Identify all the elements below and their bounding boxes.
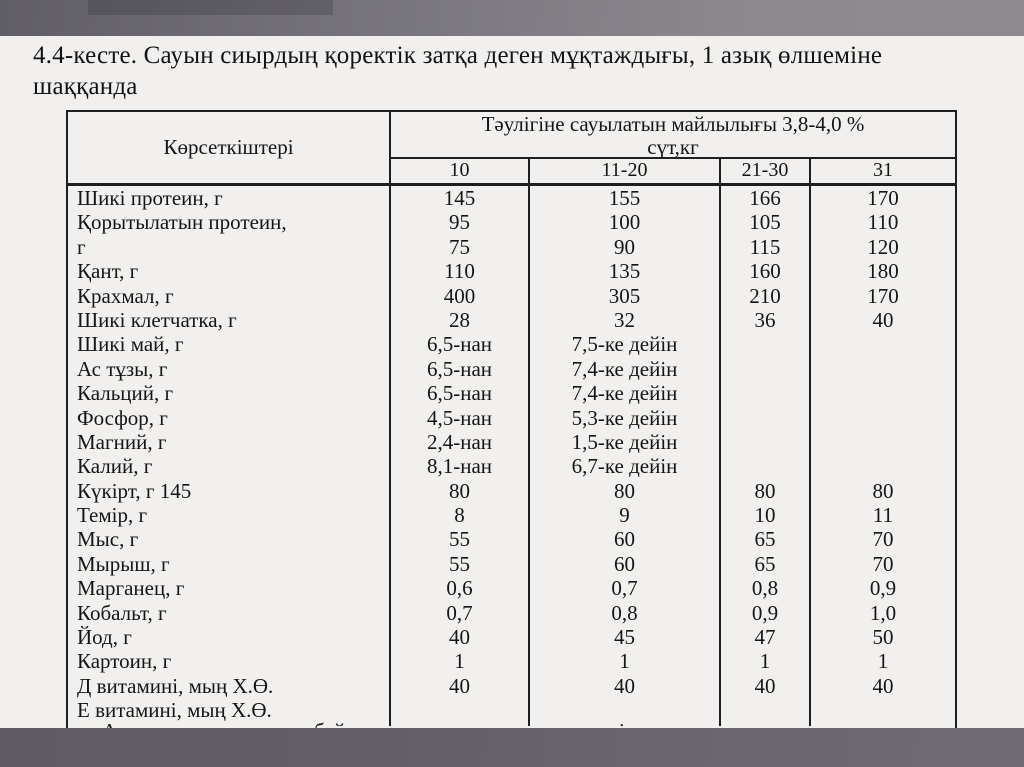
table-cell [391,698,528,722]
table-cell: 8 [454,503,465,528]
table-cell [721,698,809,722]
table-cell: 7,5-ке дейін [571,332,678,357]
table-cell: 11 [872,503,894,528]
table-cell: 7,4-ке дейін [571,356,678,381]
subcol-header-10: 10 [391,159,530,183]
table-cell: 40 [754,673,776,698]
table-cell: 45 [614,625,635,650]
table-cell [811,357,955,381]
table-cell: 36 [754,307,776,332]
table-cell [811,454,955,478]
table-body [68,186,955,726]
table-cell [811,698,955,722]
header-indicator-cell: Көрсеткіштері [68,112,391,183]
table-cell: 40 [449,673,470,698]
table-cell: 8,1-нан [426,454,493,479]
table-cell: 1 [877,649,889,674]
table-cell [811,381,955,405]
table-cell: Шикі протеин, г [77,186,223,210]
table-cell: 47 [754,625,776,650]
table-cell: 50 [872,625,894,650]
table-cell: 4,5-нан [426,405,493,430]
table-cell: 7,4-ке дейін [571,381,678,406]
table-cell: 65 [754,527,776,552]
table-cell: 135 [608,259,641,284]
table-cell: 28 [449,307,470,332]
table-cell: 80 [872,478,894,503]
table-header [68,112,955,186]
table-cell: Д витамині, мың Х.Ө. [77,673,274,698]
table-cell: 0,8 [611,600,638,625]
table-cell: 1 [619,649,630,674]
nutrition-table [66,110,957,728]
table-cell: Кальций, г [77,381,174,406]
table-cell: 70 [872,527,894,552]
table-cell: 32 [614,307,635,332]
table-cell: 110 [444,259,475,284]
table-cell: 80 [449,478,470,503]
table-column-indicators [68,186,391,726]
table-cell: 10 [754,503,776,528]
header-subcols [391,159,955,183]
table-cell: Ас тұзы, г [77,356,168,381]
header-group-line2: сүт,кг [647,135,699,159]
table-cell: Марганец, г [77,576,185,601]
table-cell: 0,6 [446,576,473,601]
table-cell [721,430,809,454]
table-cell: Мырыш, г [77,551,170,576]
table-cell: 1 [759,649,771,674]
table-cell: 6,5-нан [426,381,493,406]
table-cell: г [77,234,86,259]
table-cell: Картоин, г [77,649,172,674]
table-cell: Қорытылатын протеин, [77,210,287,235]
table-cell: 400 [443,283,476,308]
table-cell: 55 [449,551,470,576]
table-cell: 0,9 [751,600,779,625]
table-column-10 [391,186,530,726]
table-cell: 75 [449,234,470,259]
table-cell: 6,5-нан [426,332,493,357]
table-cell: Шикі май, г [77,332,184,357]
table-column-11-20 [530,186,721,726]
table-cell [721,406,809,430]
table-cell: Фосфор, г [77,405,168,430]
header-right-block [391,112,955,183]
table-cell: 80 [614,478,635,503]
table-cell: 40 [872,307,894,332]
table-cell: 2,4-нан [426,429,493,454]
table-cell: 145 [443,186,476,210]
table-cell: 0,8 [751,576,779,601]
table-cell [721,454,809,478]
table-cell: 1,0 [869,600,897,625]
table-cell: 1,5-ке дейін [571,429,678,454]
table-cell: 70 [872,551,894,576]
table-cell: Шикі клетчатка, г [77,307,237,332]
table-cell: 160 [749,259,781,284]
subcol-header-21-30: 21-30 [721,159,811,183]
slide-title: 4.4-кесте. Сауын сиырдың қоректік затқа деген мұқтаждығы, 1 азық өлшеміне шаққанда [33,42,883,100]
table-cell: 110 [867,210,899,235]
table-cell: 0,7 [611,576,638,601]
table-cell [721,381,809,405]
table-cell: 60 [614,527,635,552]
table-cell [721,357,809,381]
table-cell: 170 [867,283,899,308]
table-cell: 305 [608,283,641,308]
table-cell [811,406,955,430]
table-cell: Е витамині, мың Х.Ө. [77,698,272,723]
table-cell: 105 [749,210,781,235]
table-cell: 0,9 [869,576,897,601]
table-cell: Калий, г [77,454,153,479]
subcol-header-31: 31 [873,159,893,181]
table-cell: 9 [619,503,630,528]
table-cell [811,332,955,356]
table-cell: 65 [754,551,776,576]
top-bar [0,0,1024,36]
table-cell: 55 [449,527,470,552]
table-cell: 6,7-ке дейін [571,454,678,479]
table-column-31 [811,186,955,726]
table-cell: 180 [867,259,899,284]
table-cell: Қант, г [77,259,139,284]
table-cell: Магний, г [77,429,167,454]
table-cell: 6,5-нан [426,356,493,381]
table-cell: 40 [872,673,894,698]
top-bar-shade [88,0,333,15]
table-cell: 0,7 [446,600,473,625]
table-cell: 155 [608,186,641,210]
table-cell: 115 [749,234,781,259]
table-cell: 60 [614,551,635,576]
bottom-bar [0,728,1024,767]
table-cell: Йод, г [77,625,132,650]
table-cell: 1 [454,649,465,674]
table-cell [811,430,955,454]
table-cell: 120 [867,234,899,259]
table-cell: 166 [749,186,781,210]
header-group-cell [391,112,955,159]
table-cell: 95 [449,210,470,235]
subcol-header-11-20: 11-20 [530,159,721,183]
table-cell: 5,3-ке дейін [571,405,678,430]
table-cell: Кобальт, г [77,600,167,625]
table-cell: Мыс, г [77,527,139,552]
table-cell: 90 [614,234,635,259]
table-cell: Крахмал, г [77,283,174,308]
table-cell: 40 [449,625,470,650]
header-group-line1: Тәулігіне сауылатын майлылығы 3,8-4,0 % [481,112,865,136]
table-cell: Темір, г [77,503,148,528]
table-cell: 170 [867,186,899,210]
table-cell [721,332,809,356]
table-cell: 100 [608,210,641,235]
table-column-21-30 [721,186,811,726]
table-cell: 210 [749,283,781,308]
table-cell: 40 [614,673,635,698]
table-cell: Күкірт, г 145 [77,478,192,503]
table-cell: 80 [754,478,776,503]
